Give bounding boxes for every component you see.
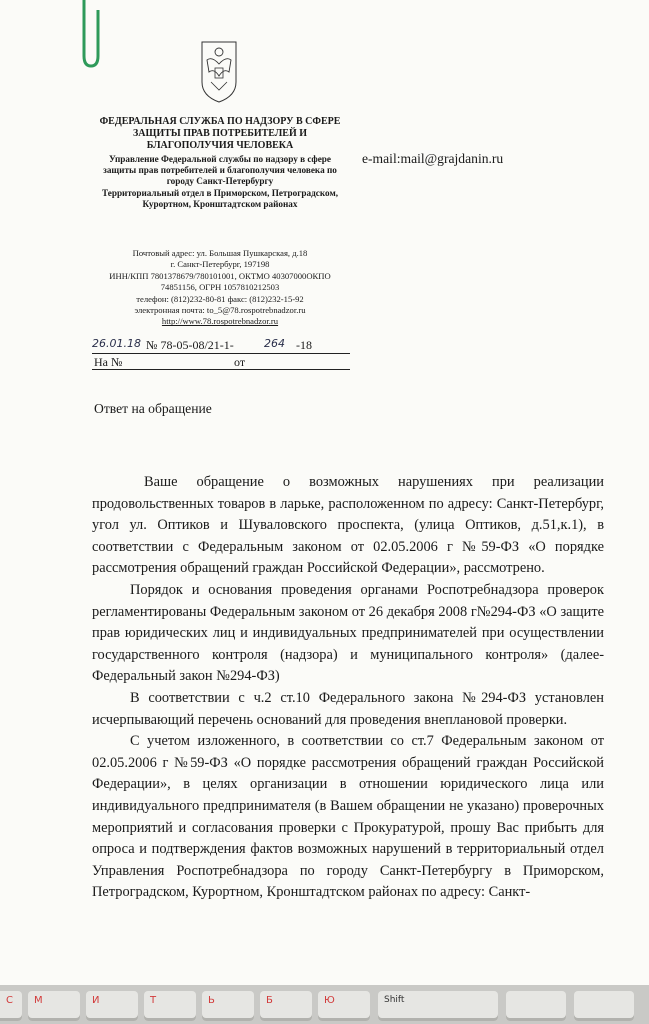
registration-number-row — [92, 337, 350, 354]
sender-header — [92, 116, 348, 210]
handwritten-number: 264 — [264, 337, 285, 350]
website-link[interactable]: http://www.78.rospotrebnadzor.ru — [161, 316, 279, 327]
keyboard-key: И — [86, 991, 138, 1021]
body-paragraph: В соответствии с ч.2 ст.10 Федерального закона №294-ФЗ установлен исчерпывающий перечень оснований для проведения внеплановой проверки. — [92, 689, 604, 728]
keyboard-key: Ю — [318, 991, 370, 1021]
phone-line: телефон: (812)232-80-81 факс: (812)232-15-92 — [136, 293, 304, 304]
keyboard-key: М — [28, 991, 80, 1021]
letter-subject: Ответ на обращение — [94, 401, 212, 416]
body-paragraph: Порядок и основания проведения органами Роспотребнадзора проверок регламентированы Федеральным законом от 26 декабря 2008 г№294-ФЗ «О защите прав юридических лиц и индивидуальных предпринимателей при осуществлении государственного контроля (надзора) и муниципального контроля» (далее-Федеральный закон №294-ФЗ) — [92, 581, 604, 685]
letter-body — [92, 472, 604, 904]
registration-number: № 78-05-08/21-1- — [146, 338, 234, 352]
ogrn-line: 74851156, ОГРН 1057810212503 — [160, 282, 280, 293]
registration-block — [92, 337, 350, 370]
keyboard-strip — [0, 985, 649, 1024]
keyboard-key: Б — [260, 991, 312, 1021]
keyboard-key: Т — [144, 991, 196, 1021]
postal-city: г. Санкт-Петербург, 197198 — [170, 259, 270, 270]
coat-of-arms-icon — [196, 38, 242, 104]
keyboard-key: С — [0, 991, 22, 1021]
department-name: Управление Федеральной службы по надзору в сфере защиты прав потребителей и благополучия человека по городу Санкт-Петербургу — [103, 154, 337, 187]
reference-number-label: На № — [94, 355, 123, 369]
email-line: электронная почта: to_5@78.rospotrebnadzor.ru — [134, 305, 306, 316]
reference-date-label: от — [234, 355, 246, 369]
agency-name: ФЕДЕРАЛЬНАЯ СЛУЖБА ПО НАДЗОРУ В СФЕРЕ ЗАЩИТЫ ПРАВ ПОТРЕБИТЕЛЕЙ И БЛАГОПОЛУЧИЯ ЧЕЛОВЕКА — [99, 116, 341, 151]
keyboard-key — [574, 991, 634, 1021]
office-name: Территориальный отдел в Приморском, Петроградском, Курортном, Кронштадтском районах — [101, 187, 338, 209]
recipient-email: e-mail:mail@grajdanin.ru — [362, 151, 504, 166]
shift-key: Shift — [378, 991, 498, 1021]
body-paragraph: Ваше обращение о возможных нарушениях при реализации продовольственных товаров в ларьке, расположенном по адресу: Санкт-Петербург, угол ул. Оптиков и Шуваловского проспекта, (улица Оптиков, д.51,к.1), в соответствии с Федеральным законом от 02.05.2006 г №59-ФЗ «О порядке рассмотрения обращений граждан Российской Федерации», рассмотрено. — [92, 474, 604, 577]
body-paragraph: С учетом изложенного, в соответствии со ст.7 Федеральным законом от 02.05.2006 г №59-ФЗ «О порядке рассмотрения обращений граждан Российской Федерации», в целях организации в отношении юридического лица или индивидуального предпринимателя (в Вашем обращении не указано) проверочных мероприятий и согласования проверки с Прокуратурой, прошу Вас прибыть для опроса и подтверждения фактов возможных нарушений в территориальный отдел Управления Роспотребнадзора по городу Санкт-Петербургу в Приморском, Петроградском, Курортном, Кронштадтском районах по адресу: Санкт- — [92, 733, 604, 901]
postal-address: Почтовый адрес: ул. Большая Пушкарская, д.18 — [132, 248, 308, 258]
reference-row — [92, 354, 350, 370]
sender-contacts — [92, 248, 348, 328]
keyboard-key — [506, 991, 566, 1021]
handwritten-date: 26.01.18 — [92, 337, 141, 350]
inn-line: ИНН/КПП 7801378679/780101001, ОКТМО 40307000ОКПО — [109, 270, 331, 281]
registration-suffix: -18 — [296, 338, 312, 352]
paperclip-icon — [74, 0, 108, 70]
keyboard-key: Ь — [202, 991, 254, 1021]
